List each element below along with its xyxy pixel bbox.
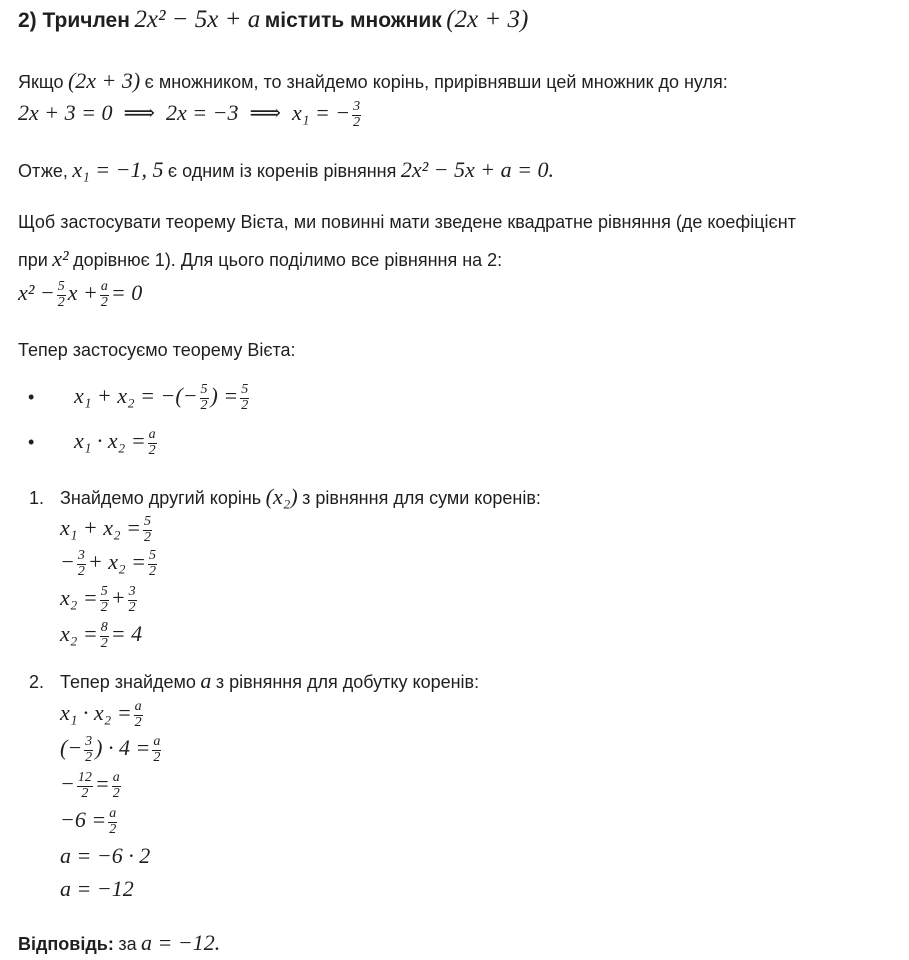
frac-num: 5 [100, 584, 108, 599]
bullet-marker: • [28, 432, 35, 453]
frac-den: 2 [112, 785, 120, 801]
root-value: x₁ = −1, 5 [72, 157, 164, 182]
answer-line [18, 930, 220, 956]
step-number: 1. [28, 488, 44, 508]
fraction [152, 735, 161, 765]
answer-label: Відповідь: [18, 934, 114, 954]
frac-den: 2 [100, 635, 108, 651]
frac-den: 2 [148, 563, 156, 579]
reduced-part-c: = 0 [110, 280, 143, 306]
frac-num: 3 [77, 548, 85, 563]
fraction [240, 383, 249, 413]
step1-var: (x₂) [265, 484, 298, 509]
reduced-equation [18, 280, 142, 310]
frac-num: 3 [85, 734, 93, 749]
frac-den: 2 [241, 397, 249, 413]
frac-num: a [100, 279, 108, 294]
fraction [148, 549, 157, 579]
frac-den: 2 [134, 714, 142, 730]
step2-heading [0, 668, 479, 694]
answer-value: a = −12. [141, 930, 221, 955]
frac-den: 2 [100, 599, 108, 615]
frac-num: a [109, 806, 117, 821]
frac-num: 5 [148, 548, 156, 563]
intro-line [18, 68, 728, 94]
sum-mid: ) = [210, 383, 239, 409]
mid: + x₂ = [87, 549, 146, 575]
fraction [57, 280, 66, 310]
fraction [77, 549, 86, 579]
lhs: −6 = [60, 807, 107, 833]
frac-den: 2 [128, 599, 136, 615]
lhs: x₁ + x₂ = [60, 515, 142, 541]
line2-text-2: дорівнює 1). Для цього поділимо все рівняння на 2: [73, 250, 503, 270]
frac-den: 2 [81, 785, 89, 801]
step1-line1 [60, 515, 154, 545]
frac-num: 8 [100, 620, 108, 635]
prod-lhs: x₁ · x₂ = [74, 428, 146, 454]
frac-den: 2 [144, 529, 152, 545]
bullet-marker: • [28, 387, 35, 408]
intro-factor: (2x + 3) [67, 68, 141, 93]
step1-line3 [60, 585, 139, 615]
frac-den: 2 [57, 294, 65, 310]
frac-num: 5 [241, 382, 249, 397]
vieta-intro-line1: Щоб застосувати теорему Вієта, ми повинні мати зведене квадратне рівняння (де коефіцієнт [18, 212, 796, 232]
frac-num: a [134, 699, 142, 714]
eq-mid: 2x = −3 [166, 100, 239, 126]
fraction [112, 771, 121, 801]
fraction [77, 771, 93, 801]
fraction [143, 515, 152, 545]
mid: ) · 4 = [95, 735, 151, 761]
solution-heading [18, 6, 528, 34]
heading-prefix: 2) Тричлен [18, 9, 130, 32]
frac-num: 12 [77, 770, 92, 785]
step2-line6: a = −12 [60, 876, 134, 901]
sum-formula [74, 382, 251, 413]
fraction [352, 100, 361, 130]
frac-den: 2 [109, 821, 117, 837]
fraction [84, 735, 93, 765]
fraction [134, 700, 143, 730]
apply-vieta-text: Тепер застосуємо теорему Вієта: [18, 340, 296, 360]
original-equation: 2x² − 5x + a = 0. [400, 157, 554, 182]
intro-text-2: є множником, то знайдемо корінь, прирівнявши цей множник до нуля: [144, 72, 728, 92]
minus: − [60, 549, 75, 575]
answer-text: за [118, 934, 137, 954]
fraction [108, 807, 117, 837]
step2-text-2: з рівняння для добутку коренів: [215, 672, 480, 692]
fraction [128, 585, 137, 615]
product-formula [74, 427, 159, 458]
step1-text-2: з рівняння для суми коренів: [302, 488, 541, 508]
lhs: x₂ = [60, 621, 98, 647]
rhs: = 4 [110, 621, 143, 647]
equals: = [94, 771, 110, 797]
heading-polynomial: 2x² − 5x + a [134, 6, 261, 33]
step1-text: Знайдемо другий корінь [60, 488, 262, 508]
step1-line2 [60, 549, 159, 579]
frac-den: 2 [353, 114, 361, 130]
conclusion-text: Отже, [18, 161, 68, 181]
step1-heading [0, 484, 541, 510]
lhs: x₁ · x₂ = [60, 700, 132, 726]
frac-num: 5 [144, 514, 152, 529]
frac-num: a [112, 770, 120, 785]
line2-var: x² [52, 246, 69, 271]
intro-text: Якщо [18, 72, 64, 92]
step-number: 2. [28, 672, 44, 692]
implies-1: ⟹ [123, 100, 156, 126]
frac-den: 2 [153, 749, 161, 765]
frac-num: a [148, 427, 156, 442]
frac-den: 2 [100, 294, 108, 310]
step2-text: Тепер знайдемо [60, 672, 196, 692]
frac-num: a [153, 734, 161, 749]
line2-text: при [18, 250, 48, 270]
step1-line4 [60, 621, 142, 651]
conclusion-text-2: є одним із коренів рівняння [167, 161, 397, 181]
frac-den: 2 [77, 563, 85, 579]
step2-line3 [60, 771, 123, 801]
vieta-intro-line2 [18, 246, 502, 272]
fraction [148, 428, 157, 458]
step2-line4 [60, 807, 119, 837]
open: (− [60, 735, 83, 761]
frac-num: 5 [57, 279, 65, 294]
step2-line2 [60, 735, 163, 765]
conclusion-line [18, 157, 554, 183]
sum-lhs: x₁ + x₂ = −(− [74, 383, 198, 409]
fraction [200, 383, 209, 413]
step2-var: a [200, 668, 212, 693]
frac-num: 3 [128, 584, 136, 599]
eq-right: x₁ = − [292, 100, 351, 126]
frac-den: 2 [200, 397, 208, 413]
step2-line1 [60, 700, 145, 730]
bullet-product [0, 428, 159, 458]
eq-left: 2x + 3 = 0 [18, 100, 113, 126]
step2-line5: a = −6 · 2 [60, 843, 151, 868]
fraction [100, 280, 109, 310]
minus: − [60, 771, 75, 797]
lhs: x₂ = [60, 585, 98, 611]
plus: + [110, 585, 126, 611]
heading-middle: містить множник [264, 9, 442, 32]
reduced-part-b: x + [67, 280, 98, 306]
bullet-sum [0, 383, 251, 413]
frac-num: 3 [353, 99, 361, 114]
frac-den: 2 [148, 442, 156, 458]
frac-num: 5 [200, 382, 208, 397]
fraction [100, 621, 109, 651]
frac-den: 2 [85, 749, 93, 765]
implies-2: ⟹ [249, 100, 282, 126]
heading-factor: (2x + 3) [446, 6, 529, 33]
root-derivation [18, 100, 363, 130]
fraction [100, 585, 109, 615]
reduced-part-a: x² − [18, 280, 55, 306]
